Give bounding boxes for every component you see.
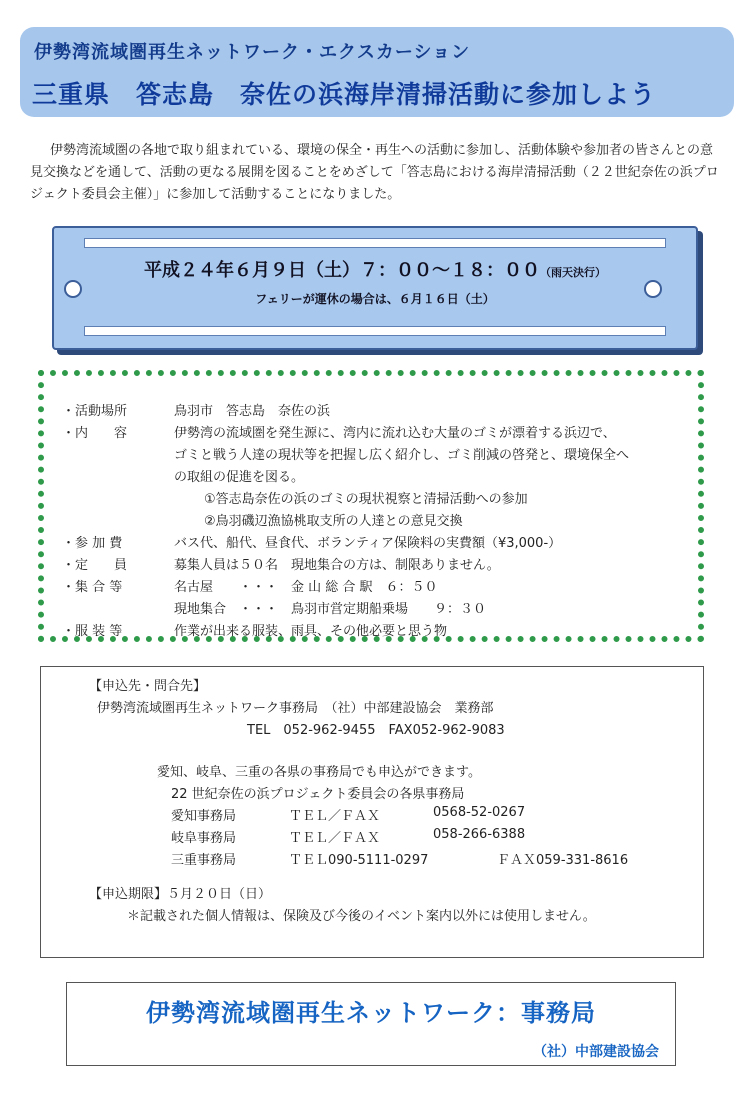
detail-content <box>62 422 616 441</box>
schedule-date-line <box>54 256 696 282</box>
contact-aichi-type: ＴＥＬ／ＦＡＸ <box>289 809 381 824</box>
schedule-date-time: 平成２４年６月９日（土）７：００～１８：００ <box>144 260 540 281</box>
detail-content-line2: ゴミと戦う人達の現状等を把握し広く紹介し、ゴミ削減の啓発と、環境保全へ <box>174 448 630 463</box>
detail-label: ・定 員 <box>62 558 128 573</box>
schedule-plate <box>52 226 698 350</box>
schedule-rain-note: （雨天決行） <box>540 266 606 279</box>
contact-aichi-label: 愛知事務局 <box>171 809 237 824</box>
detail-value: 伊勢湾の流域圏を発生源に、湾内に流れ込む大量のゴミが漂着する浜辺で、 <box>174 426 616 441</box>
detail-value: 募集人員は５０名 現地集合の方は、制限ありません。 <box>174 558 500 573</box>
detail-fee <box>62 532 561 551</box>
details-box <box>38 370 704 642</box>
contact-privacy-note: ＊記載された個人情報は、保険及び今後のイベント案内以外には使用しません。 <box>127 909 596 924</box>
intro-paragraph: 伊勢湾流域圏の各地で取り組まれている、環境の保全・再生への活動に参加し、活動体験や参加者の皆さんとの意見交換などを通して、活動の更なる展開を図ることをめざして「答志島における海岸清掃活動（２２世紀奈佐の浜プロジェクト委員会主催）」に参加して活動することになりました。 <box>30 143 719 202</box>
header-subtitle: 伊勢湾流域圏再生ネットワーク・エクスカーション <box>34 42 471 63</box>
detail-value: バス代、船代、昼食代、ボランティア保険料の実費額（¥3,000-） <box>174 536 562 551</box>
contact-mie-label: 三重事務局 <box>171 853 237 868</box>
detail-value: 名古屋 ・・・ 金 山 総 合 駅 ６：５０ <box>174 580 438 595</box>
detail-content-item1: ①答志島奈佐の浜のゴミの現状視察と清掃活動への参加 <box>204 492 528 507</box>
detail-capacity <box>62 554 500 573</box>
detail-label: ・活動場所 <box>62 404 128 419</box>
contact-mie-fax: ＦＡＸ059-331-8616 <box>497 853 629 868</box>
detail-dress <box>62 620 447 639</box>
contact-gifu-type: ＴＥＬ／ＦＡＸ <box>289 831 381 846</box>
contact-heading: 【申込先・問合先】 <box>89 679 207 694</box>
detail-meet-line2: 現地集合 ・・・ 鳥羽市営定期船乗場 ９：３０ <box>174 602 487 617</box>
footer-org: 伊勢湾流域圏再生ネットワーク：事務局 <box>146 999 596 1027</box>
detail-content-line3: の取組の促進を図る。 <box>174 470 305 485</box>
contact-office: 伊勢湾流域圏再生ネットワーク事務局 （社）中部建設協会 業務部 <box>97 701 494 716</box>
header-banner <box>20 27 734 117</box>
detail-content-item2: ②鳥羽磯辺漁協桃取支所の人達との意見交換 <box>204 514 463 529</box>
detail-value: 鳥羽市 答志島 奈佐の浜 <box>174 404 331 419</box>
detail-label: ・集 合 等 <box>62 580 123 595</box>
contact-pref-note: 愛知、岐阜、三重の各県の事務局でも申込ができます。 <box>157 765 481 780</box>
detail-meet <box>62 576 438 595</box>
footer-box <box>66 982 676 1066</box>
contact-deadline: 【申込期限】５月２０日（日） <box>89 887 272 902</box>
contact-gifu-label: 岐阜事務局 <box>171 831 237 846</box>
plate-rail-bottom <box>84 326 666 336</box>
detail-label: ・参 加 費 <box>62 536 123 551</box>
contact-box <box>40 666 704 958</box>
schedule-ferry-note: フェリーが運休の場合は、６月１６日（土） <box>255 292 495 306</box>
contact-committee: 22 世紀奈佐の浜プロジェクト委員会の各県事務局 <box>171 787 465 802</box>
detail-value: 作業が出来る服装、雨具、その他必要と思う物 <box>174 624 448 639</box>
contact-mie-tel: ＴＥＬ090-5111-0297 <box>289 853 429 868</box>
contact-tel-fax: TEL 052-962-9455 FAX052-962-9083 <box>247 723 505 738</box>
footer-sub: （社）中部建設協会 <box>533 1044 659 1060</box>
detail-place <box>62 400 330 419</box>
plate-rail-top <box>84 238 666 248</box>
header-title: 三重県 答志島 奈佐の浜海岸清掃活動に参加しよう <box>32 80 657 109</box>
detail-label: ・内 容 <box>62 426 128 441</box>
contact-gifu-number: 058-266-6388 <box>433 827 526 842</box>
detail-label: ・服 装 等 <box>62 624 123 639</box>
contact-aichi-number: 0568-52-0267 <box>433 805 526 820</box>
